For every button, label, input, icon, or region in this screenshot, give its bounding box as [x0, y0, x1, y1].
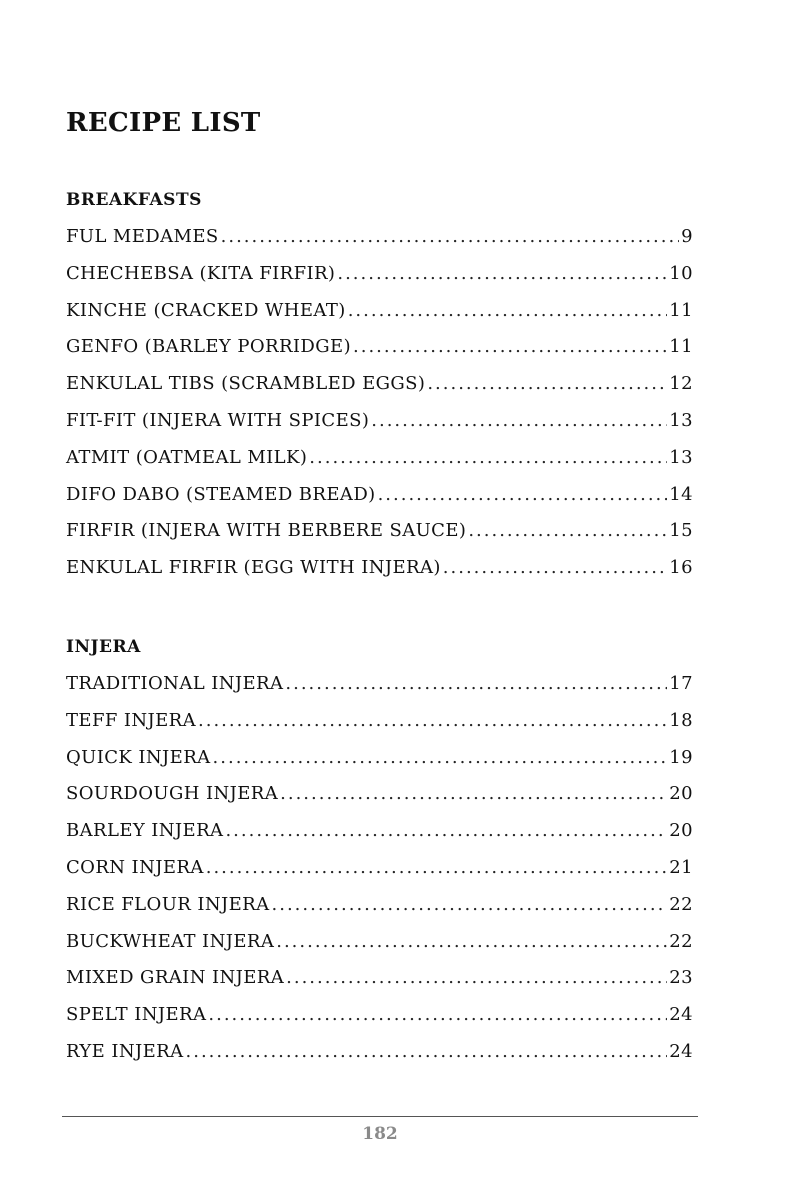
toc-entry-page: 10 — [669, 262, 693, 284]
toc-entry-title: SOURDOUGH INJERA — [66, 783, 279, 805]
toc-entry-page: 15 — [669, 520, 693, 542]
footer-divider — [62, 1116, 698, 1117]
toc-entry — [66, 1004, 693, 1041]
dot-leader — [309, 447, 667, 468]
section-injera — [66, 633, 693, 1078]
toc-entry-title: RICE FLOUR INJERA — [66, 893, 270, 915]
toc-entry-title: ENKULAL FIRFIR (EGG WITH INJERA) — [66, 557, 441, 579]
toc-entry-title: BUCKWHEAT INJERA — [66, 930, 275, 952]
dot-leader — [348, 300, 668, 321]
toc-entry-page: 16 — [669, 557, 693, 579]
toc-entry-page: 17 — [669, 673, 693, 694]
toc-entry-title: BARLEY INJERA — [66, 820, 224, 842]
dot-leader — [225, 820, 667, 841]
section-heading: INJERA — [66, 637, 141, 657]
toc-entry-title: ENKULAL TIBS (SCRAMBLED EGGS) — [66, 373, 426, 395]
dot-leader — [427, 373, 667, 394]
toc-entry — [66, 820, 693, 857]
dot-leader — [272, 894, 668, 915]
toc-entry-page: 21 — [669, 856, 693, 878]
toc-entry-title: TRADITIONAL INJERA — [66, 673, 284, 694]
toc-entry — [66, 263, 693, 300]
toc-entry — [66, 894, 693, 931]
section-breakfasts — [66, 186, 693, 594]
toc-list-injera — [66, 673, 693, 1078]
toc-entry-page: 20 — [669, 820, 693, 842]
dot-leader — [208, 1004, 667, 1025]
toc-entry-page: 20 — [669, 783, 693, 805]
toc-entry-page: 11 — [669, 299, 693, 321]
dot-leader — [206, 857, 668, 878]
toc-entry — [66, 373, 693, 410]
toc-entry — [66, 410, 693, 447]
toc-entry — [66, 710, 693, 747]
toc-entry — [66, 336, 693, 373]
dot-leader — [443, 557, 667, 578]
dot-leader — [286, 967, 667, 988]
dot-leader — [371, 410, 667, 431]
dot-leader — [280, 783, 667, 804]
toc-entry — [66, 931, 693, 968]
dot-leader — [378, 484, 668, 505]
dot-leader — [186, 1041, 668, 1062]
toc-entry-title: KINCHE (CRACKED WHEAT) — [66, 299, 346, 321]
toc-entry-title: CHECHEBSA (KITA FIRFIR) — [66, 262, 336, 284]
dot-leader — [276, 931, 667, 952]
dot-leader — [221, 226, 680, 247]
toc-entry — [66, 300, 693, 337]
section-heading: BREAKFASTS — [66, 190, 202, 210]
dot-leader — [468, 520, 667, 541]
page-title: RECIPE LIST — [66, 108, 261, 138]
toc-entry-page: 11 — [669, 336, 693, 358]
toc-entry-title: CORN INJERA — [66, 856, 204, 878]
toc-entry-title: TEFF INJERA — [66, 709, 197, 731]
toc-entry — [66, 747, 693, 784]
toc-entry-page: 14 — [669, 483, 693, 505]
toc-entry-title: RYE INJERA — [66, 1040, 184, 1062]
toc-entry — [66, 967, 693, 1004]
page-number: 182 — [362, 1124, 398, 1144]
toc-entry — [66, 783, 693, 820]
toc-entry-title: ATMIT (OATMEAL MILK) — [66, 446, 308, 468]
toc-entry-page: 24 — [669, 1040, 693, 1062]
toc-entry-page: 23 — [669, 967, 693, 989]
toc-entry-title: QUICK INJERA — [66, 746, 211, 768]
toc-entry-page: 9 — [681, 226, 693, 247]
dot-leader — [337, 263, 667, 284]
toc-entry-title: FIRFIR (INJERA WITH BERBERE SAUCE) — [66, 520, 467, 542]
toc-entry-title: DIFO DABO (STEAMED BREAD) — [66, 483, 376, 505]
toc-list-breakfasts — [66, 226, 693, 594]
toc-entry-title: GENFO (BARLEY PORRIDGE) — [66, 336, 351, 358]
toc-entry-page: 22 — [669, 930, 693, 952]
toc-entry-page: 19 — [669, 746, 693, 768]
toc-entry-page: 13 — [669, 446, 693, 468]
toc-entry — [66, 1041, 693, 1078]
toc-entry-page: 22 — [669, 893, 693, 915]
toc-entry-page: 18 — [669, 709, 693, 731]
dot-leader — [213, 747, 668, 768]
toc-entry-page: 13 — [669, 409, 693, 431]
toc-entry — [66, 557, 693, 594]
toc-entry — [66, 673, 693, 710]
toc-entry-title: SPELT INJERA — [66, 1004, 207, 1026]
toc-entry-page: 12 — [669, 373, 693, 395]
toc-entry — [66, 226, 693, 263]
toc-entry-title: FUL MEDAMES — [66, 226, 219, 247]
toc-entry — [66, 484, 693, 521]
toc-entry-title: MIXED GRAIN INJERA — [66, 967, 285, 989]
toc-entry — [66, 857, 693, 894]
toc-entry-page: 24 — [669, 1004, 693, 1026]
dot-leader — [353, 336, 667, 357]
toc-entry — [66, 520, 693, 557]
dot-leader — [198, 710, 667, 731]
toc-entry — [66, 447, 693, 484]
toc-entry-title: FIT-FIT (INJERA WITH SPICES) — [66, 409, 370, 431]
dot-leader — [285, 673, 667, 694]
